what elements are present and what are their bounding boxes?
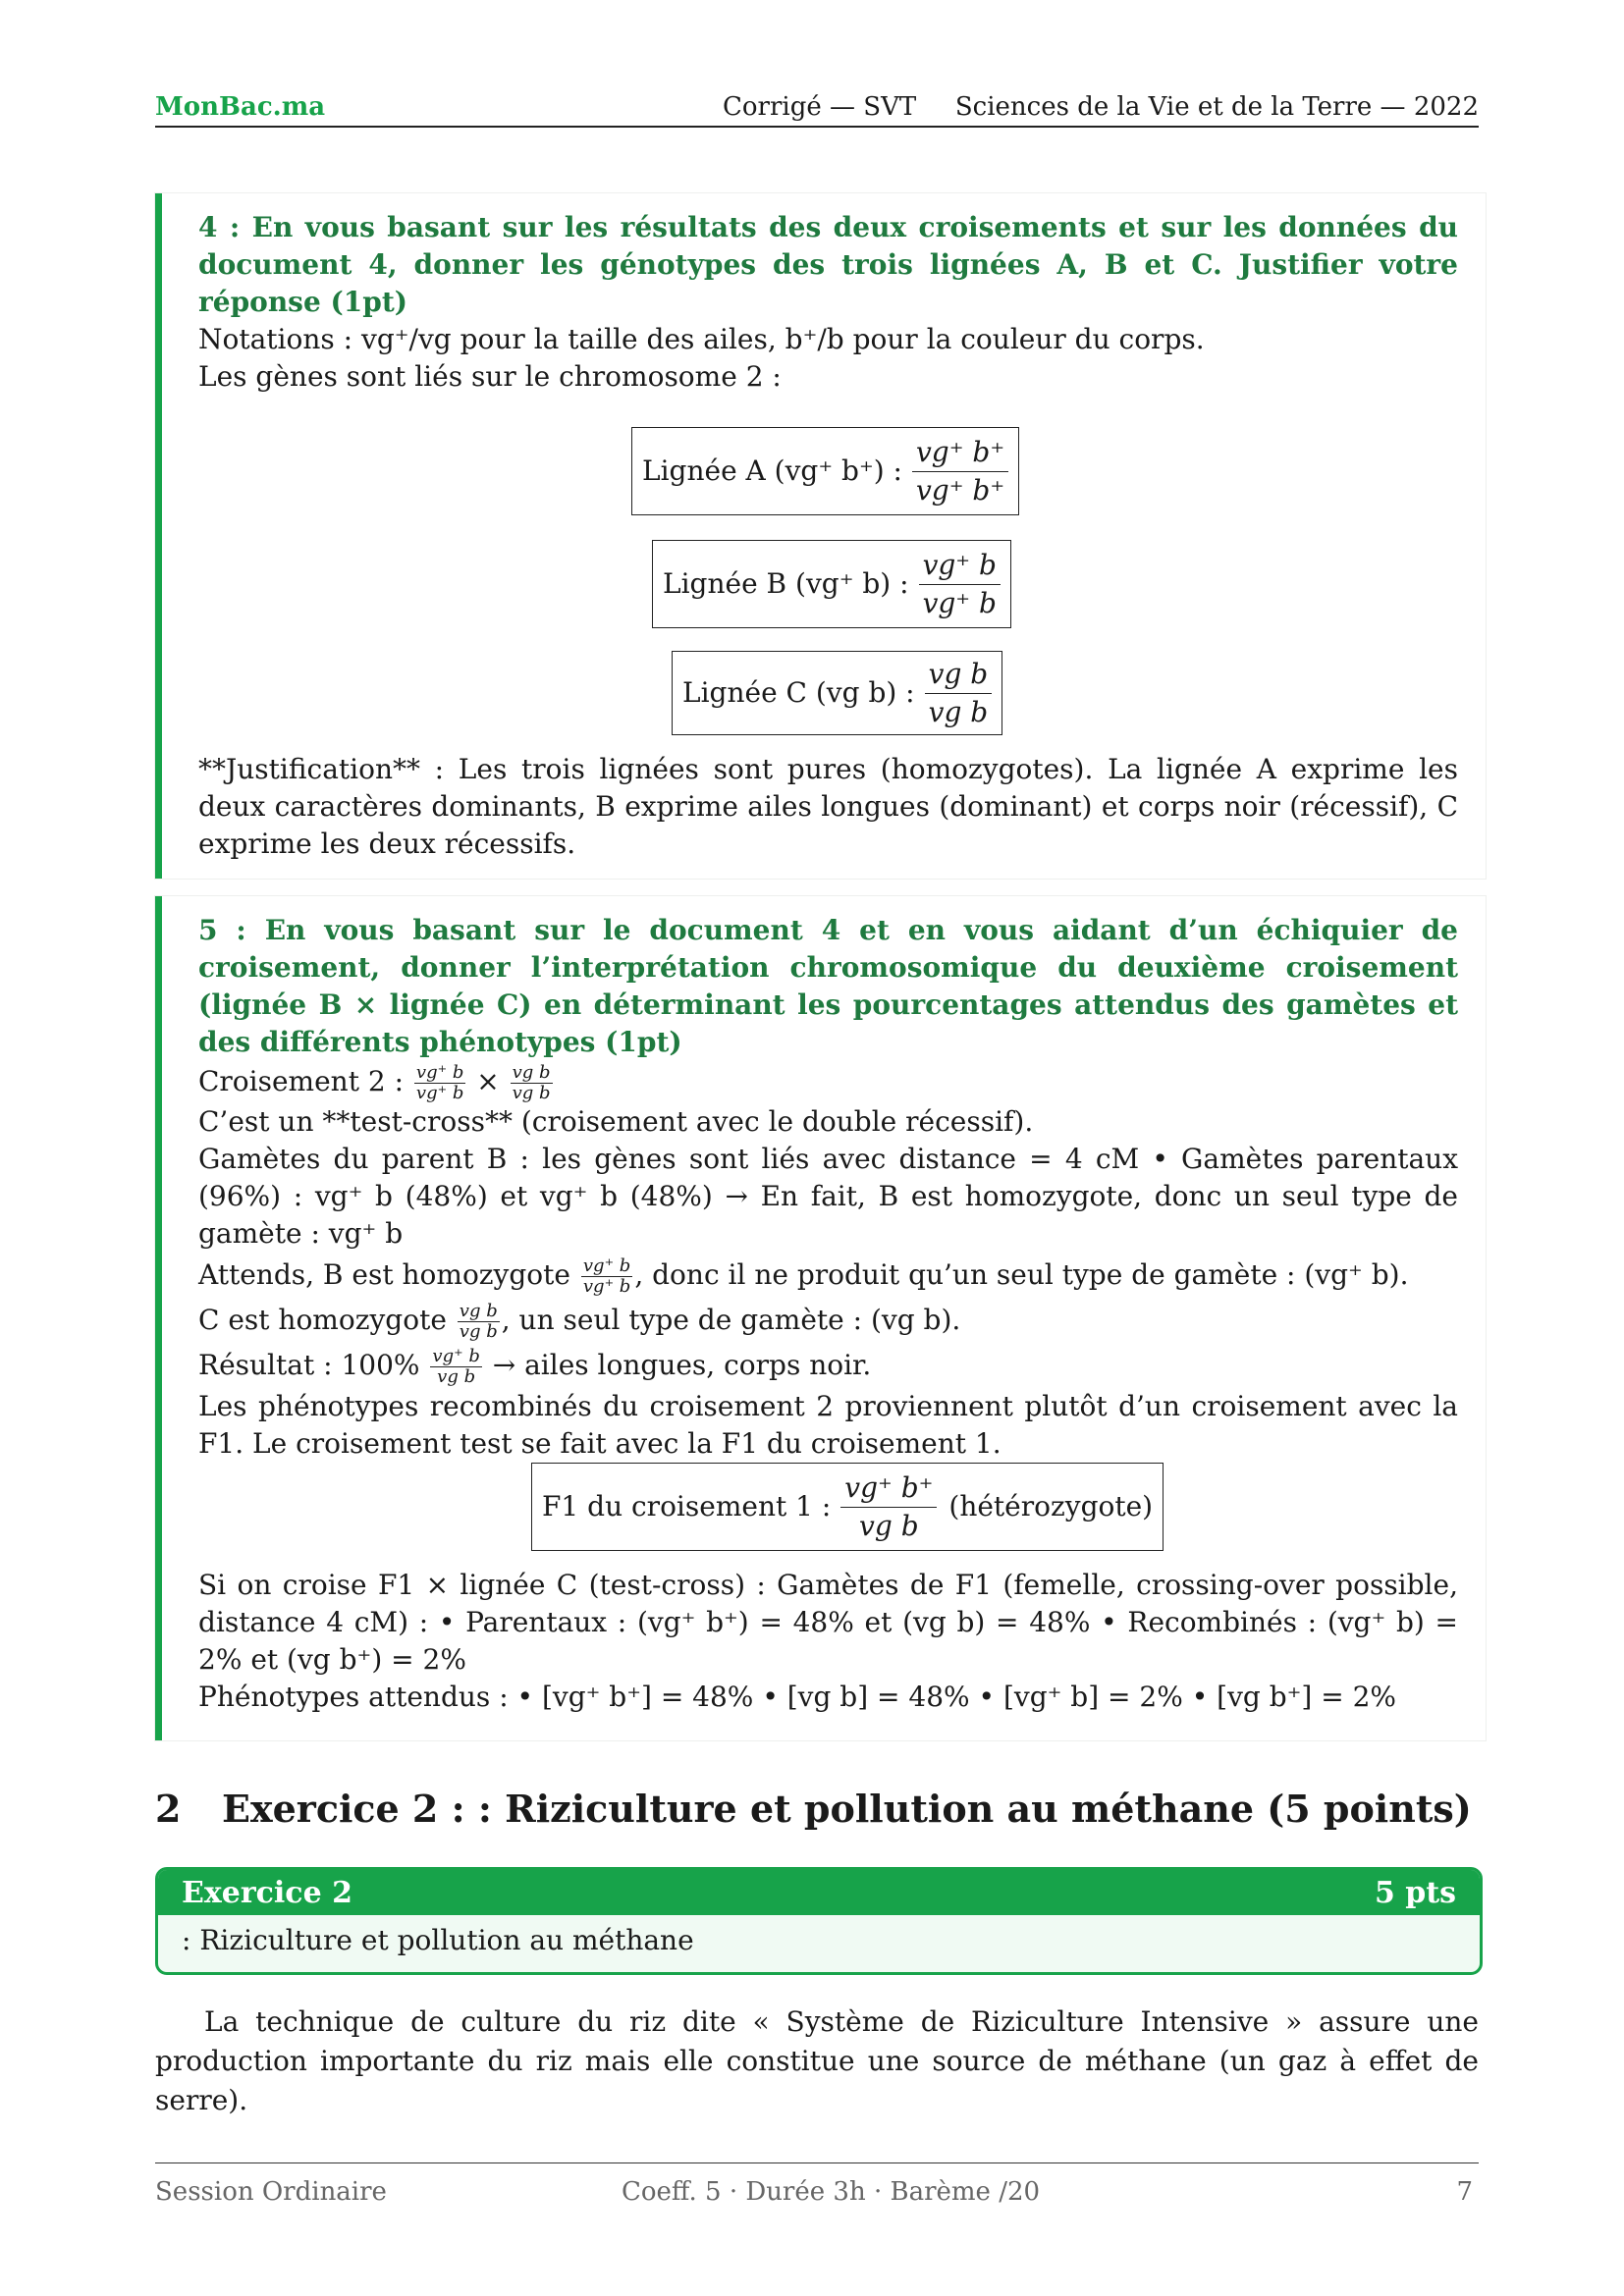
fraction-numerator: vg⁺ b xyxy=(582,1255,631,1276)
genotype-fraction-c xyxy=(925,656,993,731)
result-fraction xyxy=(430,1347,481,1387)
phenotypes-text: Phénotypes attendus : • [vg⁺ b⁺] = 48% • [vg b] = 48% • [vg⁺ b] = 2% • [vg b⁺] = 2% xyxy=(198,1681,1397,1713)
linked-genes-text: Les gènes sont liés sur le chromosome 2 : xyxy=(198,360,782,393)
fraction-denominator: vg b xyxy=(512,1083,551,1103)
question-5-box xyxy=(155,896,1486,1740)
notations-text: Notations : vg⁺/vg pour la taille des ailes, b⁺/b pour la couleur du corps. xyxy=(198,323,1205,355)
fraction-denominator: vg⁺ b xyxy=(582,1276,631,1297)
header-title: Sciences de la Vie et de la Terre — 2022 xyxy=(954,92,1479,122)
cross-parent-c-fraction xyxy=(511,1063,553,1103)
exercise-card-header xyxy=(158,1870,1480,1915)
question-5-title: 5 : En vous basant sur le document 4 et en vous aidant d’un échiquier de croisement, donner l’interprétation chromosomique du deuxième croisement (lignée B × lignée C) en déterminant les pourcentages attendus des gamètes et des différents phénotypes (1pt) xyxy=(198,914,1458,1058)
cross-2-line xyxy=(198,1061,1458,1103)
attends-line xyxy=(198,1253,1458,1298)
c-homozygote-line xyxy=(198,1298,1458,1343)
cross-label: Croisement 2 : xyxy=(198,1065,405,1097)
exercise-points: 5 pts xyxy=(1374,1876,1456,1910)
result-line xyxy=(198,1343,1458,1388)
footer-session: Session Ordinaire xyxy=(155,2177,387,2207)
fraction-numerator: vg⁺ b xyxy=(415,1062,464,1083)
c-text-b: , un seul type de gamète : (vg b). xyxy=(501,1304,961,1336)
genotype-box-line-b xyxy=(652,540,1011,628)
genotype-box-line-a xyxy=(631,427,1019,515)
brand-logo-text[interactable]: MonBac.ma xyxy=(155,92,326,122)
f1-cross-text: Si on croise F1 × lignée C (test-cross) : Gamètes de F1 (femelle, crossing-over possible, distance 4 cM) : • Parentaux : (vg⁺ b⁺) = 48% et (vg b) = 48% • Recombinés : (vg⁺ b) = 2% et (vg b⁺) = 2% xyxy=(198,1569,1458,1676)
c-text-a: C est homozygote xyxy=(198,1304,447,1336)
attends-text-b: , donc il ne produit qu’un seul type de gamète : (vg⁺ b). xyxy=(634,1258,1409,1291)
testcross-text: C’est un **test-cross** (croisement avec le double récessif). xyxy=(198,1105,1034,1138)
f1-fraction xyxy=(840,1469,937,1545)
genotype-label-b: Lignée B (vg⁺ b) : xyxy=(663,567,909,600)
section-title: Exercice 2 : : Riziculture et pollution au méthane (5 points) xyxy=(222,1787,1472,1831)
genotype-fraction-b xyxy=(919,547,1001,622)
fraction-denominator: vg⁺ b xyxy=(415,1083,464,1103)
section-number: 2 xyxy=(155,1787,182,1831)
c-fraction xyxy=(458,1302,500,1342)
intro-paragraph: La technique de culture du riz dite « Système de Riziculture Intensive » assure une production importante du riz mais elle constitue une source de méthane (un gaz à effet de serre). xyxy=(155,2005,1479,2116)
header-subject: Corrigé — SVT xyxy=(723,92,917,122)
fraction-denominator: vg b xyxy=(459,1321,498,1342)
fraction-numerator: vg⁺ b⁺ xyxy=(840,1469,937,1508)
f1-genotype-box xyxy=(531,1463,1164,1551)
fraction-numerator: vg⁺ b xyxy=(919,547,1001,585)
exercise-subtitle: : Riziculture et pollution au méthane xyxy=(182,1924,694,1956)
fraction-numerator: vg b xyxy=(459,1301,498,1321)
fraction-numerator: vg b xyxy=(512,1062,551,1083)
times-sign: × xyxy=(476,1065,500,1097)
fraction-denominator: vg b xyxy=(859,1509,919,1542)
fraction-numerator: vg⁺ b xyxy=(432,1346,480,1366)
genotype-fraction-a xyxy=(912,434,1008,509)
exercise-label: Exercice 2 xyxy=(182,1876,352,1910)
genotype-box-line-c xyxy=(672,651,1002,735)
fraction-numerator: vg⁺ b⁺ xyxy=(912,434,1008,472)
recombined-text: Les phénotypes recombinés du croisement 2 proviennent plutôt d’un croisement avec la F1. Le croisement test se fait avec la F1 du croisement 1. xyxy=(198,1390,1458,1460)
question-4-box xyxy=(155,193,1486,879)
cross-parent-b-fraction xyxy=(414,1063,465,1103)
genotype-label-c: Lignée C (vg b) : xyxy=(682,676,915,709)
footer-details: Coeff. 5 · Durée 3h · Barème /20 xyxy=(622,2177,1041,2207)
fraction-denominator: vg⁺ b⁺ xyxy=(915,473,1005,507)
question-4-title: 4 : En vous basant sur les résultats des deux croisements et sur les données du document 4, donner les génotypes des trois lignées A, B et C. Justifier votre réponse (1pt) xyxy=(198,211,1458,318)
page-header xyxy=(155,90,1479,128)
f1-note: (hétérozygote) xyxy=(948,1490,1154,1522)
result-text-b: → ailes longues, corps noir. xyxy=(492,1349,872,1381)
fraction-numerator: vg b xyxy=(925,656,993,694)
page-number: 7 xyxy=(1456,2177,1473,2207)
section-heading xyxy=(155,1787,1472,1831)
exercise-card xyxy=(155,1867,1483,1975)
fraction-denominator: vg b xyxy=(437,1366,476,1387)
f1-label: F1 du croisement 1 : xyxy=(542,1490,832,1522)
gametes-text: Gamètes du parent B : les gènes sont liés avec distance = 4 cM • Gamètes parentaux (96%) : vg⁺ b (48%) et vg⁺ b (48%) → En fait, B est homozygote, donc un seul type de gamète : vg⁺ b xyxy=(198,1143,1458,1250)
attends-text-a: Attends, B est homozygote xyxy=(198,1258,570,1291)
result-text-a: Résultat : 100% xyxy=(198,1349,420,1381)
genotype-label-a: Lignée A (vg⁺ b⁺) : xyxy=(642,454,902,487)
attends-fraction xyxy=(581,1256,632,1297)
justification-text: **Justification** : Les trois lignées sont pures (homozygotes). La lignée A exprime les deux caractères dominants, B exprime ailes longues (dominant) et corps noir (récessif), C exprime les deux récessifs. xyxy=(198,753,1458,860)
fraction-denominator: vg⁺ b xyxy=(922,586,997,619)
fraction-denominator: vg b xyxy=(928,695,989,728)
